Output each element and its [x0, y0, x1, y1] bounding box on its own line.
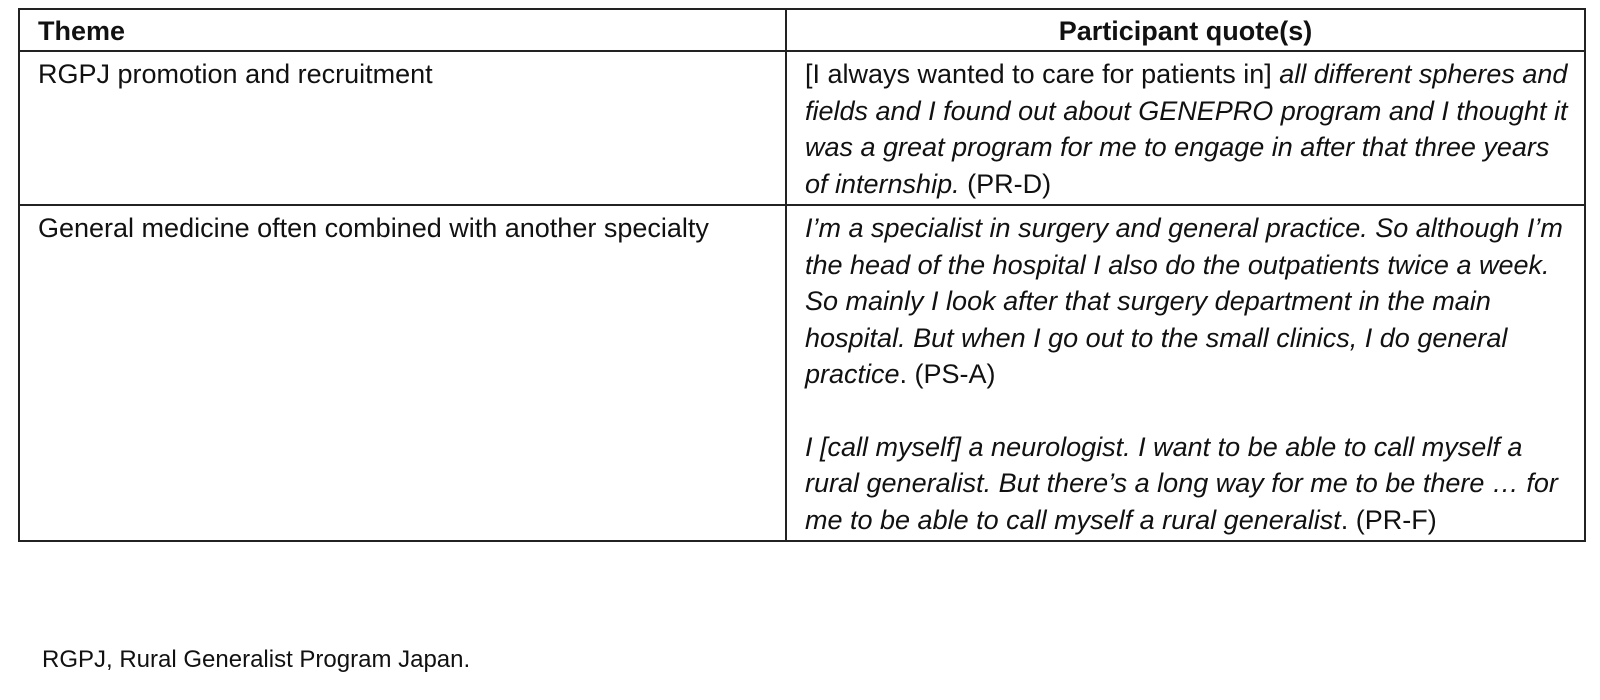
quote-prefix: [I always wanted to care for patients in] — [805, 59, 1272, 89]
participant-quote — [805, 429, 1570, 539]
quote-cell — [786, 51, 1585, 205]
theme-cell: General medicine often combined with another specialty — [19, 205, 786, 541]
themes-quotes-table — [18, 8, 1586, 542]
header-theme: Theme — [19, 9, 786, 51]
table-footnote: RGPJ, Rural Generalist Program Japan. — [42, 646, 471, 673]
quote-cell — [786, 205, 1585, 541]
quote-attribution: (PR-D) — [959, 168, 1052, 199]
quote-italic-text: I’m a specialist in surgery and general practice. So although I’m the head of the hospital I also do the outpatients twice a week. So mainly I look after that surgery department in the main hospital. But when I go out to the small clinics, I do general practice — [805, 213, 1563, 389]
header-participant-quotes: Participant quote(s) — [786, 9, 1585, 51]
participant-quote — [805, 56, 1570, 202]
quote-italic-text: I [call myself] a neurologist. I want to be able to call myself a rural generalist. But there’s a long way for me to be there … for me to be able to call myself a rural generalist — [805, 431, 1558, 535]
participant-quote — [805, 210, 1570, 393]
quote-attribution: . (PS-A) — [899, 359, 996, 389]
table-header-row — [19, 9, 1585, 51]
quote-attribution: . (PR-F) — [1340, 504, 1437, 535]
table-row — [19, 51, 1585, 205]
quote-italic-text: all different spheres and fields and I found out about GENEPRO program and I thought it was a great program for me to engage in after that three years of internship. — [805, 59, 1568, 199]
table-row — [19, 205, 1585, 541]
theme-cell: RGPJ promotion and recruitment — [19, 51, 786, 205]
